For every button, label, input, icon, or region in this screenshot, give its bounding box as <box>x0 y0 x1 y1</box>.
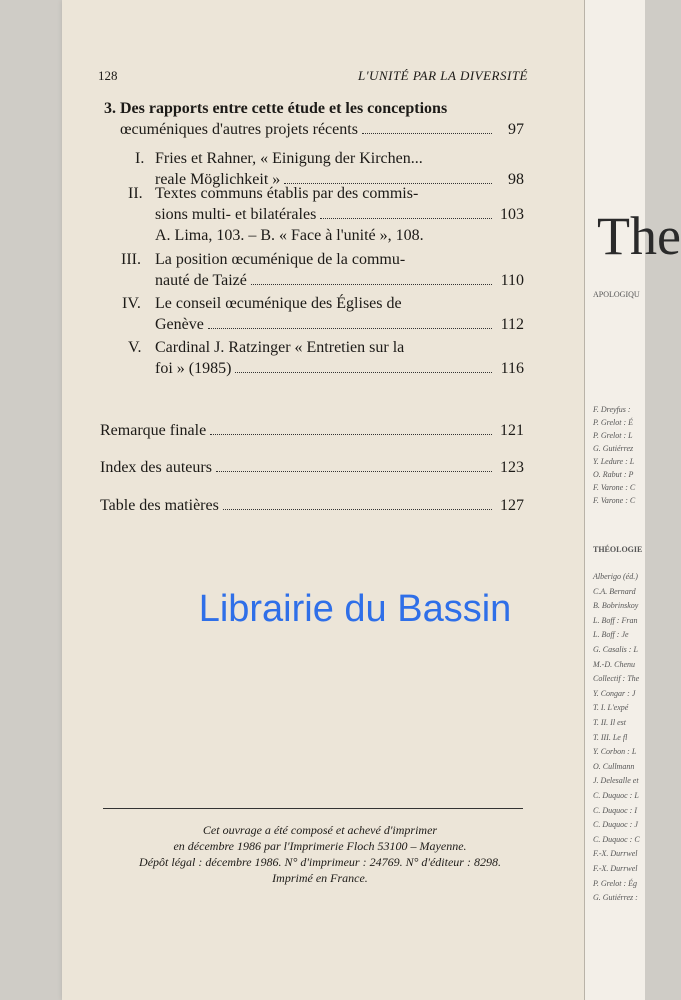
toc-item-line2: Genève <box>155 316 204 333</box>
toc-page: 116 <box>500 360 524 377</box>
adjacent-entry: F. Varone : C <box>593 483 636 492</box>
adjacent-page-title: The <box>597 206 681 266</box>
adjacent-entry: T. II. Il est <box>593 718 626 727</box>
adjacent-entry: P. Grelot : L <box>593 431 633 440</box>
leader-dots <box>208 328 492 329</box>
leader-dots <box>251 284 492 285</box>
toc-item-5 <box>100 337 524 379</box>
toc-page: 98 <box>508 171 524 188</box>
toc-final-label: Index des auteurs <box>100 459 212 476</box>
adjacent-entry: M.-D. Chenu <box>593 659 635 669</box>
toc-page: 103 <box>500 206 524 223</box>
leader-dots <box>320 218 492 219</box>
leader-dots <box>223 509 492 510</box>
adjacent-entry: L. Boff : Je <box>593 630 629 640</box>
leader-dots <box>216 471 492 472</box>
adjacent-heading-2: THÉOLOGIE <box>593 545 643 554</box>
colophon-line-2: en décembre 1986 par l'Imprimerie Floch 53100 – Mayenne. <box>173 839 467 853</box>
adjacent-entry: Collectif : The <box>593 674 640 684</box>
adjacent-entry: C. Duquoc : C <box>593 834 640 844</box>
colophon-line-1: Cet ouvrage a été composé et achevé d'imprimer <box>202 823 438 837</box>
colophon-line-4: Imprimé en France. <box>272 871 368 885</box>
adjacent-entry: F. Varone : C <box>593 496 636 505</box>
watermark-text: Librairie du Bassin <box>198 588 512 630</box>
toc-numeral: IV. <box>122 295 141 312</box>
adjacent-entry: O. Rabut : P <box>593 470 634 479</box>
adjacent-entry: O. Cullmann <box>593 761 635 771</box>
toc-numeral: II. <box>128 185 143 202</box>
toc-numeral: I. <box>135 150 145 167</box>
toc-item-line1: Fries et Rahner, « Einigung der Kirchen... <box>155 150 423 167</box>
toc-item-line2: nauté de Taizé <box>155 272 247 289</box>
page-number: 128 <box>98 68 118 83</box>
adjacent-entry: C. Duquoc : J <box>593 820 638 830</box>
toc-final-1 <box>100 420 524 441</box>
adjacent-entry: C.A. Bernard <box>593 586 636 596</box>
toc-item-3 <box>100 249 524 291</box>
toc-section-3-line2: œcuméniques d'autres projets récents <box>120 121 358 138</box>
toc-item-4 <box>100 293 524 335</box>
colophon-rule <box>103 808 523 809</box>
toc-final-3 <box>100 495 524 516</box>
adjacent-entry: T. III. Le fl <box>593 732 628 742</box>
toc-item-line1: Le conseil œcuménique des Églises de <box>155 295 402 312</box>
adjacent-entry: G. Casalis : L <box>593 645 638 654</box>
adjacent-entry: C. Duquoc : L <box>593 791 639 800</box>
leader-dots <box>362 133 492 134</box>
toc-numeral: III. <box>121 251 141 268</box>
toc-final-label: Remarque finale <box>100 422 207 439</box>
toc-item-line1: Textes communs établis par des commis- <box>155 185 419 202</box>
colophon <box>140 822 500 886</box>
leader-dots <box>210 434 492 435</box>
toc-numeral: V. <box>128 339 142 356</box>
adjacent-entry: L. Boff : Fran <box>593 615 638 625</box>
leader-dots <box>235 372 492 373</box>
running-title: L'UNITÉ PAR LA DIVERSITÉ <box>358 68 528 83</box>
colophon-line-3: Dépôt légal : décembre 1986. N° d'imprimeur : 24769. N° d'éditeur : 8298. <box>139 855 501 869</box>
toc-page: 112 <box>500 316 524 333</box>
adjacent-entry: F.-X. Durrwel <box>593 849 638 859</box>
adjacent-entry: Y. Congar : J <box>593 688 636 698</box>
toc-item-line1: Cardinal J. Ratzinger « Entretien sur la <box>155 339 405 356</box>
toc-item-line1: La position œcuménique de la commu- <box>155 251 406 268</box>
toc-final-2 <box>100 457 524 478</box>
toc-item-line2: reale Möglichkeit » <box>155 171 281 188</box>
adjacent-entry: B. Bobrinskoy <box>593 601 639 611</box>
toc-item-line2: sions multi- et bilatérales <box>155 206 317 223</box>
adjacent-entry: P. Grelot : Ég <box>593 878 637 888</box>
adjacent-entry: G. Gutiérrez <box>593 444 634 453</box>
adjacent-entry: P. Grelot : É <box>593 418 633 427</box>
toc-page: 110 <box>500 272 524 289</box>
toc-item-subentries: A. Lima, 103. – B. « Face à l'unité », 108. <box>155 227 424 244</box>
toc-section-3-line1: 3. Des rapports entre cette étude et les conceptions <box>104 100 448 117</box>
adjacent-entry: T. I. L'expé <box>593 703 629 713</box>
adjacent-entry: Y. Corbon : L <box>593 747 637 757</box>
adjacent-heading-1: APOLOGIQU <box>593 290 640 299</box>
toc-page: 121 <box>500 422 524 439</box>
toc-final-label: Table des matières <box>100 497 219 514</box>
adjacent-entry: F.-X. Durrwel <box>593 864 638 873</box>
toc-item-line2: foi » (1985) <box>155 360 232 377</box>
running-head <box>98 68 528 84</box>
toc-page: 127 <box>500 497 524 514</box>
toc-page: 123 <box>500 459 524 476</box>
adjacent-entry: Y. Ledure : L <box>593 457 635 466</box>
toc-page: 97 <box>508 121 524 138</box>
toc-section-3 <box>100 98 524 140</box>
toc-item-2 <box>100 183 524 246</box>
adjacent-entry: G. Gutiérrez : <box>593 893 638 903</box>
adjacent-entry: F. Dreyfus : <box>593 405 631 414</box>
adjacent-entry: Alberigo (éd.) <box>593 572 638 581</box>
adjacent-entry: C. Duquoc : I <box>593 805 637 815</box>
adjacent-page <box>584 0 681 1000</box>
adjacent-entry: J. Delesalle et <box>593 776 639 786</box>
